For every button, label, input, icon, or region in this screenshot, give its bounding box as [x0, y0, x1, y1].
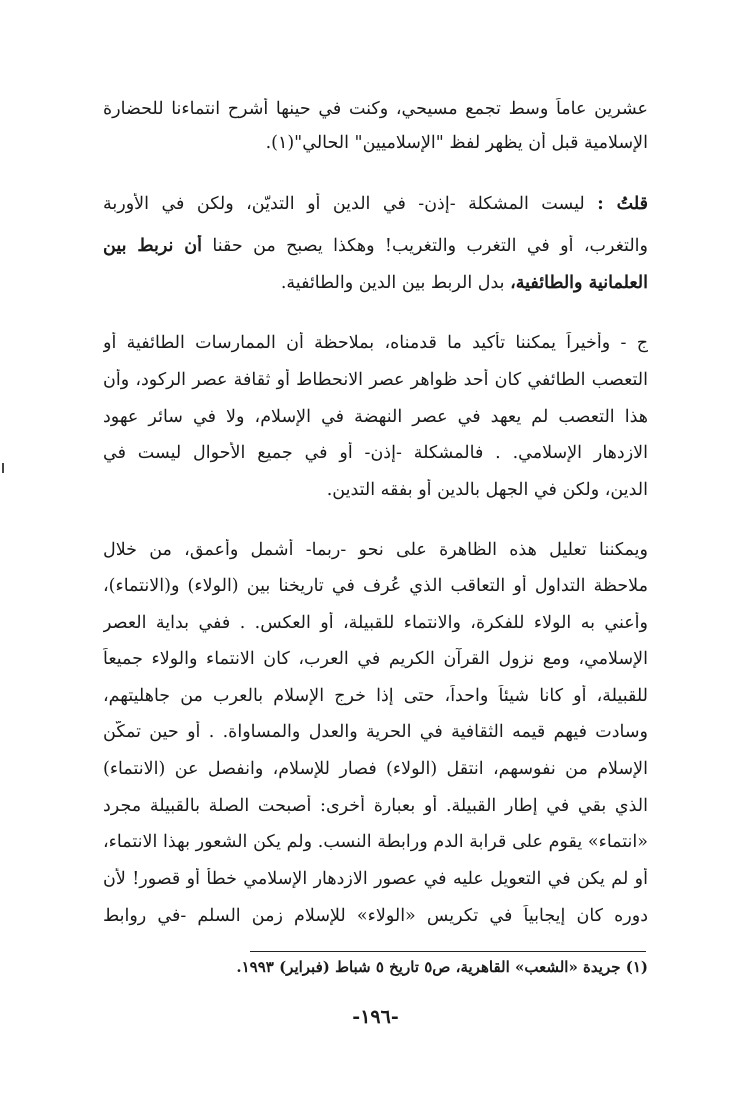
footnote-rule: [250, 951, 646, 952]
text-line: الدين، ولكن في الجهل بالدين أو بفقه التدين.: [326, 480, 648, 500]
text-line: للقبيلة، أو كانا شيئاً واحداً، حتى إذا خرج الإسلام بالعرب من جاهليتهم،: [103, 686, 648, 706]
page-number: -١٩٦-: [352, 1006, 399, 1028]
bold-phrase: العلمانية والطائفية،: [510, 273, 648, 293]
text-line: عشرين عاماً وسط تجمع مسيحي، وكنت في حينها أشرح انتماءنا للحضارة: [103, 99, 648, 119]
text-line: [103, 193, 648, 215]
text-span: ليست المشكلة -إذن- في الدين أو التديّن، ولكن في الأوربة: [103, 194, 585, 214]
text-line: ويمكننا تعليل هذه الظاهرة على نحو -ربما- أشمل وأعمق، من خلال: [103, 540, 648, 560]
text-line: الذي بقي في إطار القبيلة. أو بعبارة أخرى: أصبحت الصلة بالقبيلة مجرد: [103, 796, 648, 816]
text-line: [103, 235, 648, 257]
text-line: الإسلامية قبل أن يظهر لفظ "الإسلاميين" الحالي"(١).: [265, 133, 648, 153]
footnote: (١) جريدة «الشعب» القاهرية، ص٥ تاريخ ٥ شباط (فبراير) ١٩٩٣.: [236, 958, 648, 976]
text-span: والتغرب، أو في التغرب والتغريب! وهكذا يصبح من حقنا: [212, 236, 648, 256]
text-line: [103, 272, 648, 294]
text-span: بدل الربط بين الدين والطائفية.: [280, 273, 505, 293]
text-line: هذا التعصب لم يعهد في عصر النهضة في الإسلام، ولا في سائر عهود: [103, 407, 648, 427]
text-line: «انتماء» يقوم على قرابة الدم ورابطة النسب. ولم يكن الشعور بهذا الانتماء،: [103, 832, 648, 852]
text-line: ملاحظة التداول أو التعاقب الذي عُرف في تاريخنا بين (الولاء) و(الانتماء)،: [103, 576, 648, 596]
text-line: ج - وأخيراً يمكننا تأكيد ما قدمناه، بملاحظة أن الممارسات الطائفية أو: [103, 333, 648, 353]
text-line: وأعني به الولاء للفكرة، والانتماء للقبيلة، أو العكس. . ففي بداية العصر: [103, 613, 648, 633]
text-line: أو لم يكن في التعويل عليه في عصور الازدهار الإسلامي خطأ أو قصور! لأن: [103, 869, 648, 889]
margin-mark: [2, 463, 4, 473]
bold-phrase: أن نربط بين: [103, 236, 203, 256]
text-line: وسادت فيهم قيمه الثقافية في الحرية والعدل والمساواة. . أو حين تمكّن: [103, 722, 648, 742]
text-line: الإسلام من نفوسهم، انتقل (الولاء) فصار للإسلام، وانفصل عن (الانتماء): [103, 759, 648, 779]
text-line: الإسلامي، ومع نزول القرآن الكريم في العرب، كان الانتماء والولاء جميعاً: [103, 649, 648, 669]
text-line: التعصب الطائفي كان أحد ظواهر عصر الانحطاط أو ثقافة عصر الركود، وأن: [103, 370, 648, 390]
text-line: الازدهار الإسلامي. . فالمشكلة -إذن- أو في جميع الأحوال ليست في: [103, 443, 648, 463]
qultu-label: قلتُ :: [597, 194, 648, 214]
text-line: دوره كان إيجابياً في تكريس «الولاء» للإسلام زمن السلم -في روابط: [103, 906, 648, 926]
